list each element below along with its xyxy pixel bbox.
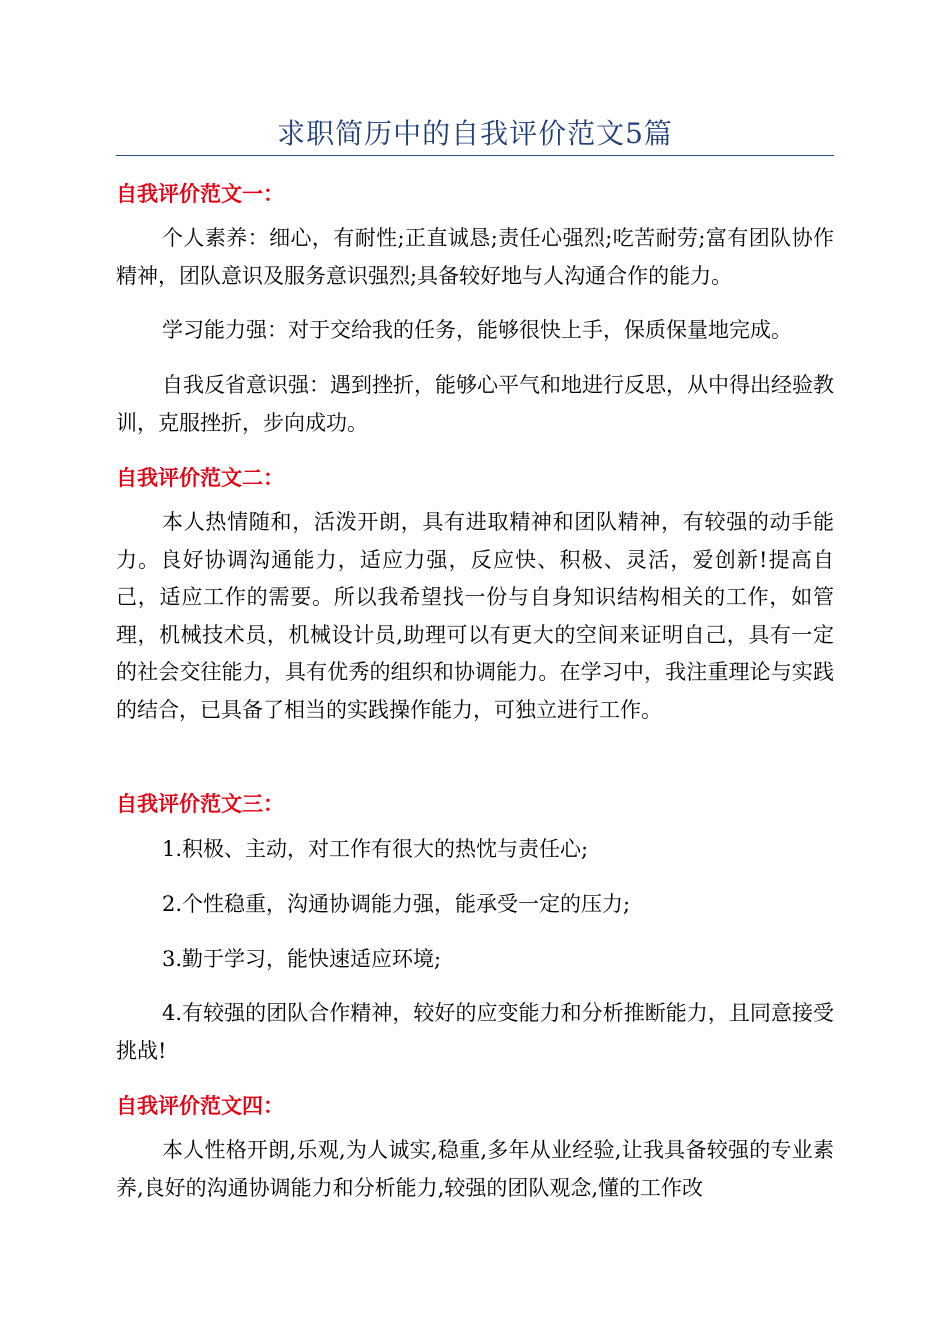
- title-underline: [116, 155, 834, 156]
- section-heading-4: 自我评价范文四：: [116, 1094, 284, 1118]
- list-item-1: 1.积极、主动，对工作有很大的热忱与责任心;: [162, 837, 589, 861]
- document-title: 求职简历中的自我评价范文5篇: [277, 117, 673, 150]
- list-item-4: 4.有较强的团队合作精神，较好的应变能力和分析推断能力，且同意接受挑战!: [116, 1001, 834, 1063]
- section-heading-3: 自我评价范文三：: [116, 792, 284, 816]
- section-1-paragraph-1: 个人素养：细心，有耐性;正直诚恳;责任心强烈;吃苦耐劳;富有团队协作精神，团队意识及服务意识强烈;具备较好地与人沟通合作的能力。: [116, 226, 834, 288]
- section-2-paragraph-1: 本人热情随和，活泼开朗，具有进取精神和团队精神，有较强的动手能力。良好协调沟通能力，适应力强，反应快、积极、灵活，爱创新!提高自己，适应工作的需要。所以我希望找一份与自身知识结构相关的工作，如管理，机械技术员，机械设计员,助理可以有更大的空间来证明自己，具有一定的社会交往能力，具有优秀的组织和协调能力。在学习中，我注重理论与实践的结合，已具备了相当的实践操作能力，可独立进行工作。: [116, 510, 834, 722]
- section-heading-2: 自我评价范文二：: [116, 466, 284, 490]
- list-item-2: 2.个性稳重，沟通协调能力强，能承受一定的压力;: [162, 892, 631, 916]
- list-item-3: 3.勤于学习，能快速适应环境;: [162, 947, 442, 971]
- section-4-paragraph-1: 本人性格开朗,乐观,为人诚实,稳重,多年从业经验,让我具备较强的专业素养,良好的沟通协调能力和分析能力,较强的团队观念,懂的工作改: [116, 1138, 834, 1200]
- section-heading-1: 自我评价范文一：: [116, 182, 284, 206]
- section-1-paragraph-2: 学习能力强：对于交给我的任务，能够很快上手，保质保量地完成。: [162, 318, 792, 342]
- section-1-paragraph-3: 自我反省意识强：遇到挫折，能够心平气和地进行反思，从中得出经验教训，克服挫折，步向成功。: [116, 373, 834, 435]
